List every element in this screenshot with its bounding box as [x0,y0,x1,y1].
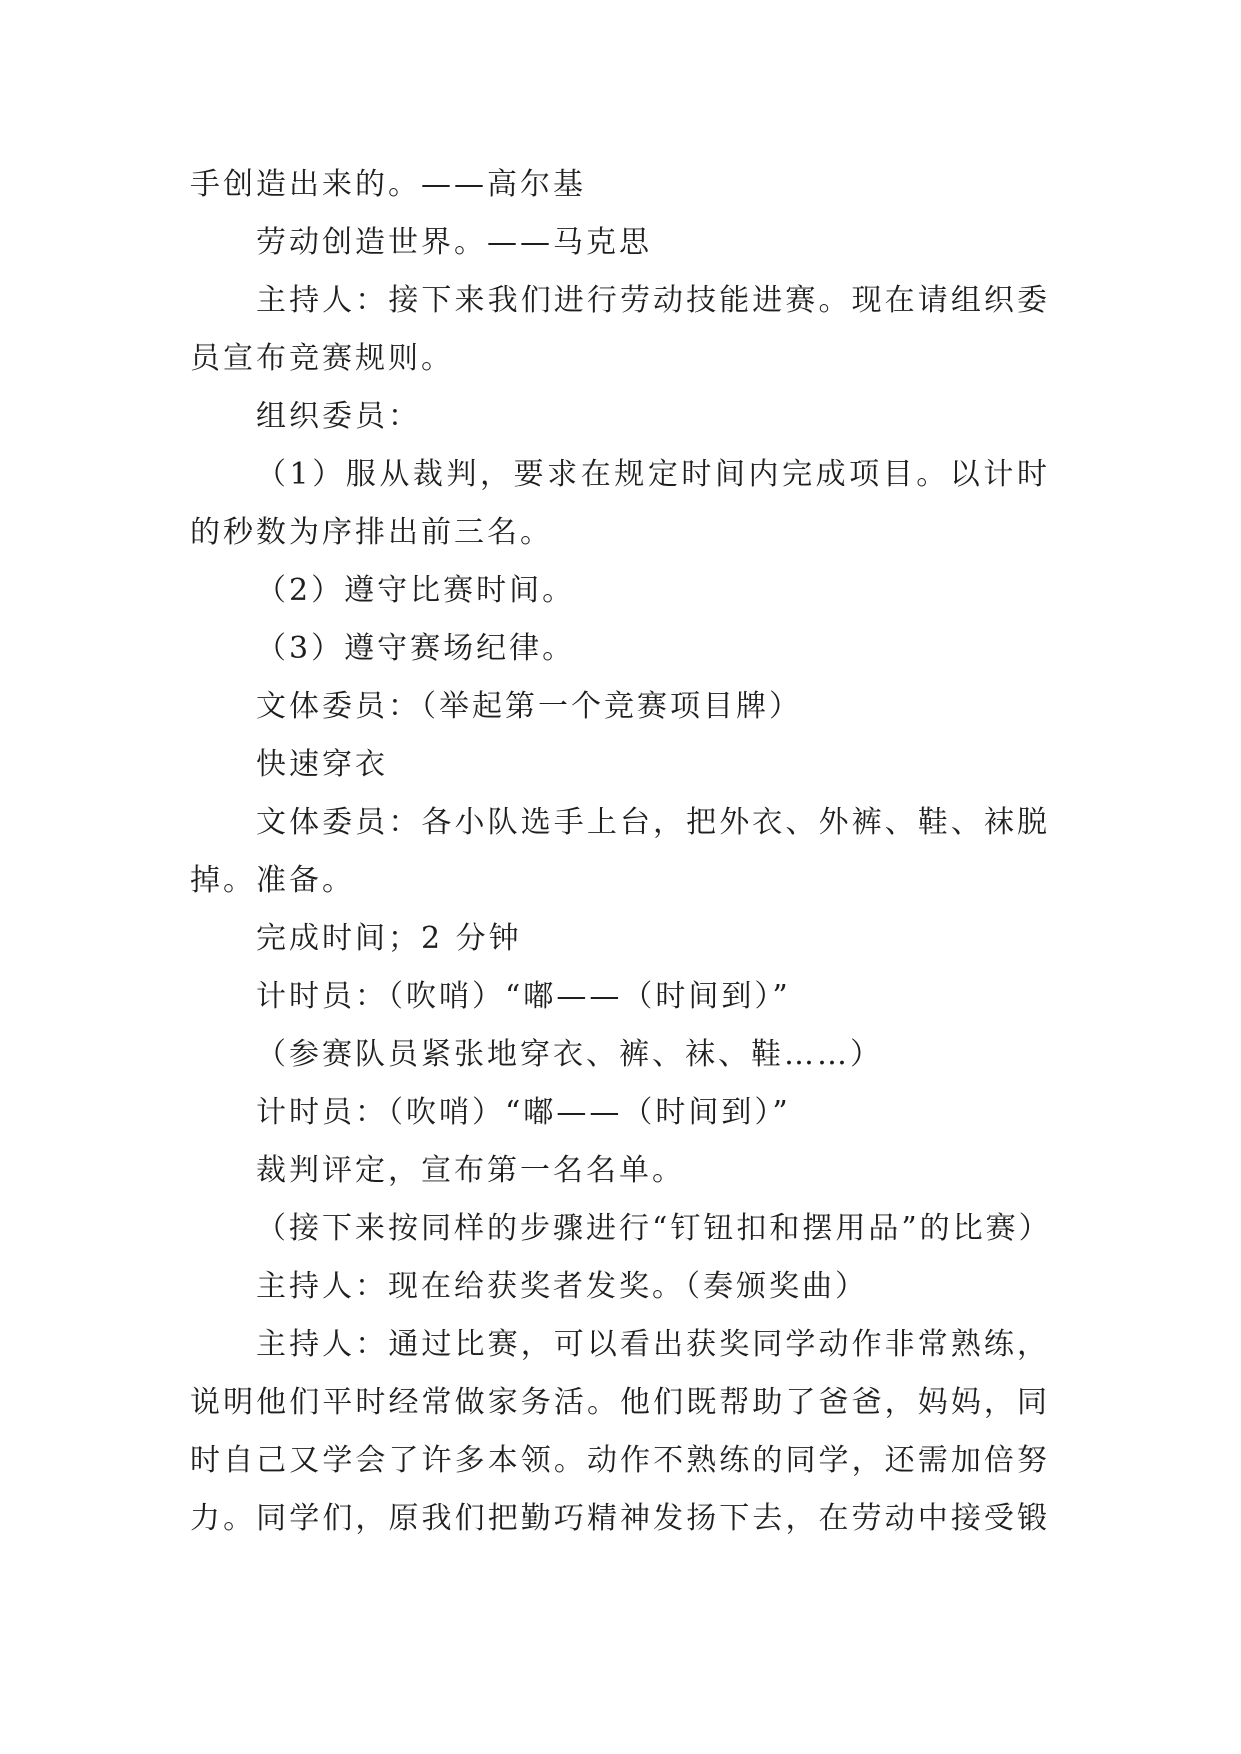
text-line: （1）服从裁判，要求在规定时间内完成项目。以计时 [256,457,1050,492]
document-body [190,156,1050,1548]
text-line: （3）遵守赛场纪律。 [256,631,576,666]
text-line: 裁判评定，宣布第一名名单。 [256,1153,685,1188]
text-line: 主持人：现在给获奖者发奖。（奏颁奖曲） [256,1269,868,1304]
text-line: 计时员：（吹哨）“嘟——（时间到）” [256,1095,791,1130]
text-line: 文体委员：（举起第一个竞赛项目牌） [256,689,802,724]
text-line: 说明他们平时经常做家务活。他们既帮助了爸爸，妈妈，同 [190,1385,1050,1420]
text-line: （2）遵守比赛时间。 [256,573,576,608]
text-line: 完成时间；2 分钟 [256,921,522,956]
text-line: 组织委员： [256,399,421,434]
text-line: 计时员：（吹哨）“嘟——（时间到）” [256,979,791,1014]
text-line: 时自己又学会了许多本领。动作不熟练的同学，还需加倍努 [190,1443,1050,1478]
text-line: 主持人：通过比赛，可以看出获奖同学动作非常熟练， [256,1327,1050,1362]
text-line: 掉。准备。 [190,863,355,898]
text-line: 员宣布竞赛规则。 [190,341,454,376]
text-line: 主持人：接下来我们进行劳动技能进赛。现在请组织委 [256,283,1050,318]
text-line: （接下来按同样的步骤进行“钉钮扣和摆用品”的比赛） [256,1211,1052,1246]
text-line: 的秒数为序排出前三名。 [190,515,553,550]
text-line: 劳动创造世界。——马克思 [256,225,652,260]
text-line: 快速穿衣 [256,747,388,782]
text-line: 力。同学们，原我们把勤巧精神发扬下去，在劳动中接受锻 [190,1501,1050,1536]
text-line: 文体委员：各小队选手上台，把外衣、外裤、鞋、袜脱 [256,805,1050,840]
text-line: 手创造出来的。——高尔基 [190,167,586,202]
text-line: （参赛队员紧张地穿衣、裤、袜、鞋……） [256,1037,883,1072]
